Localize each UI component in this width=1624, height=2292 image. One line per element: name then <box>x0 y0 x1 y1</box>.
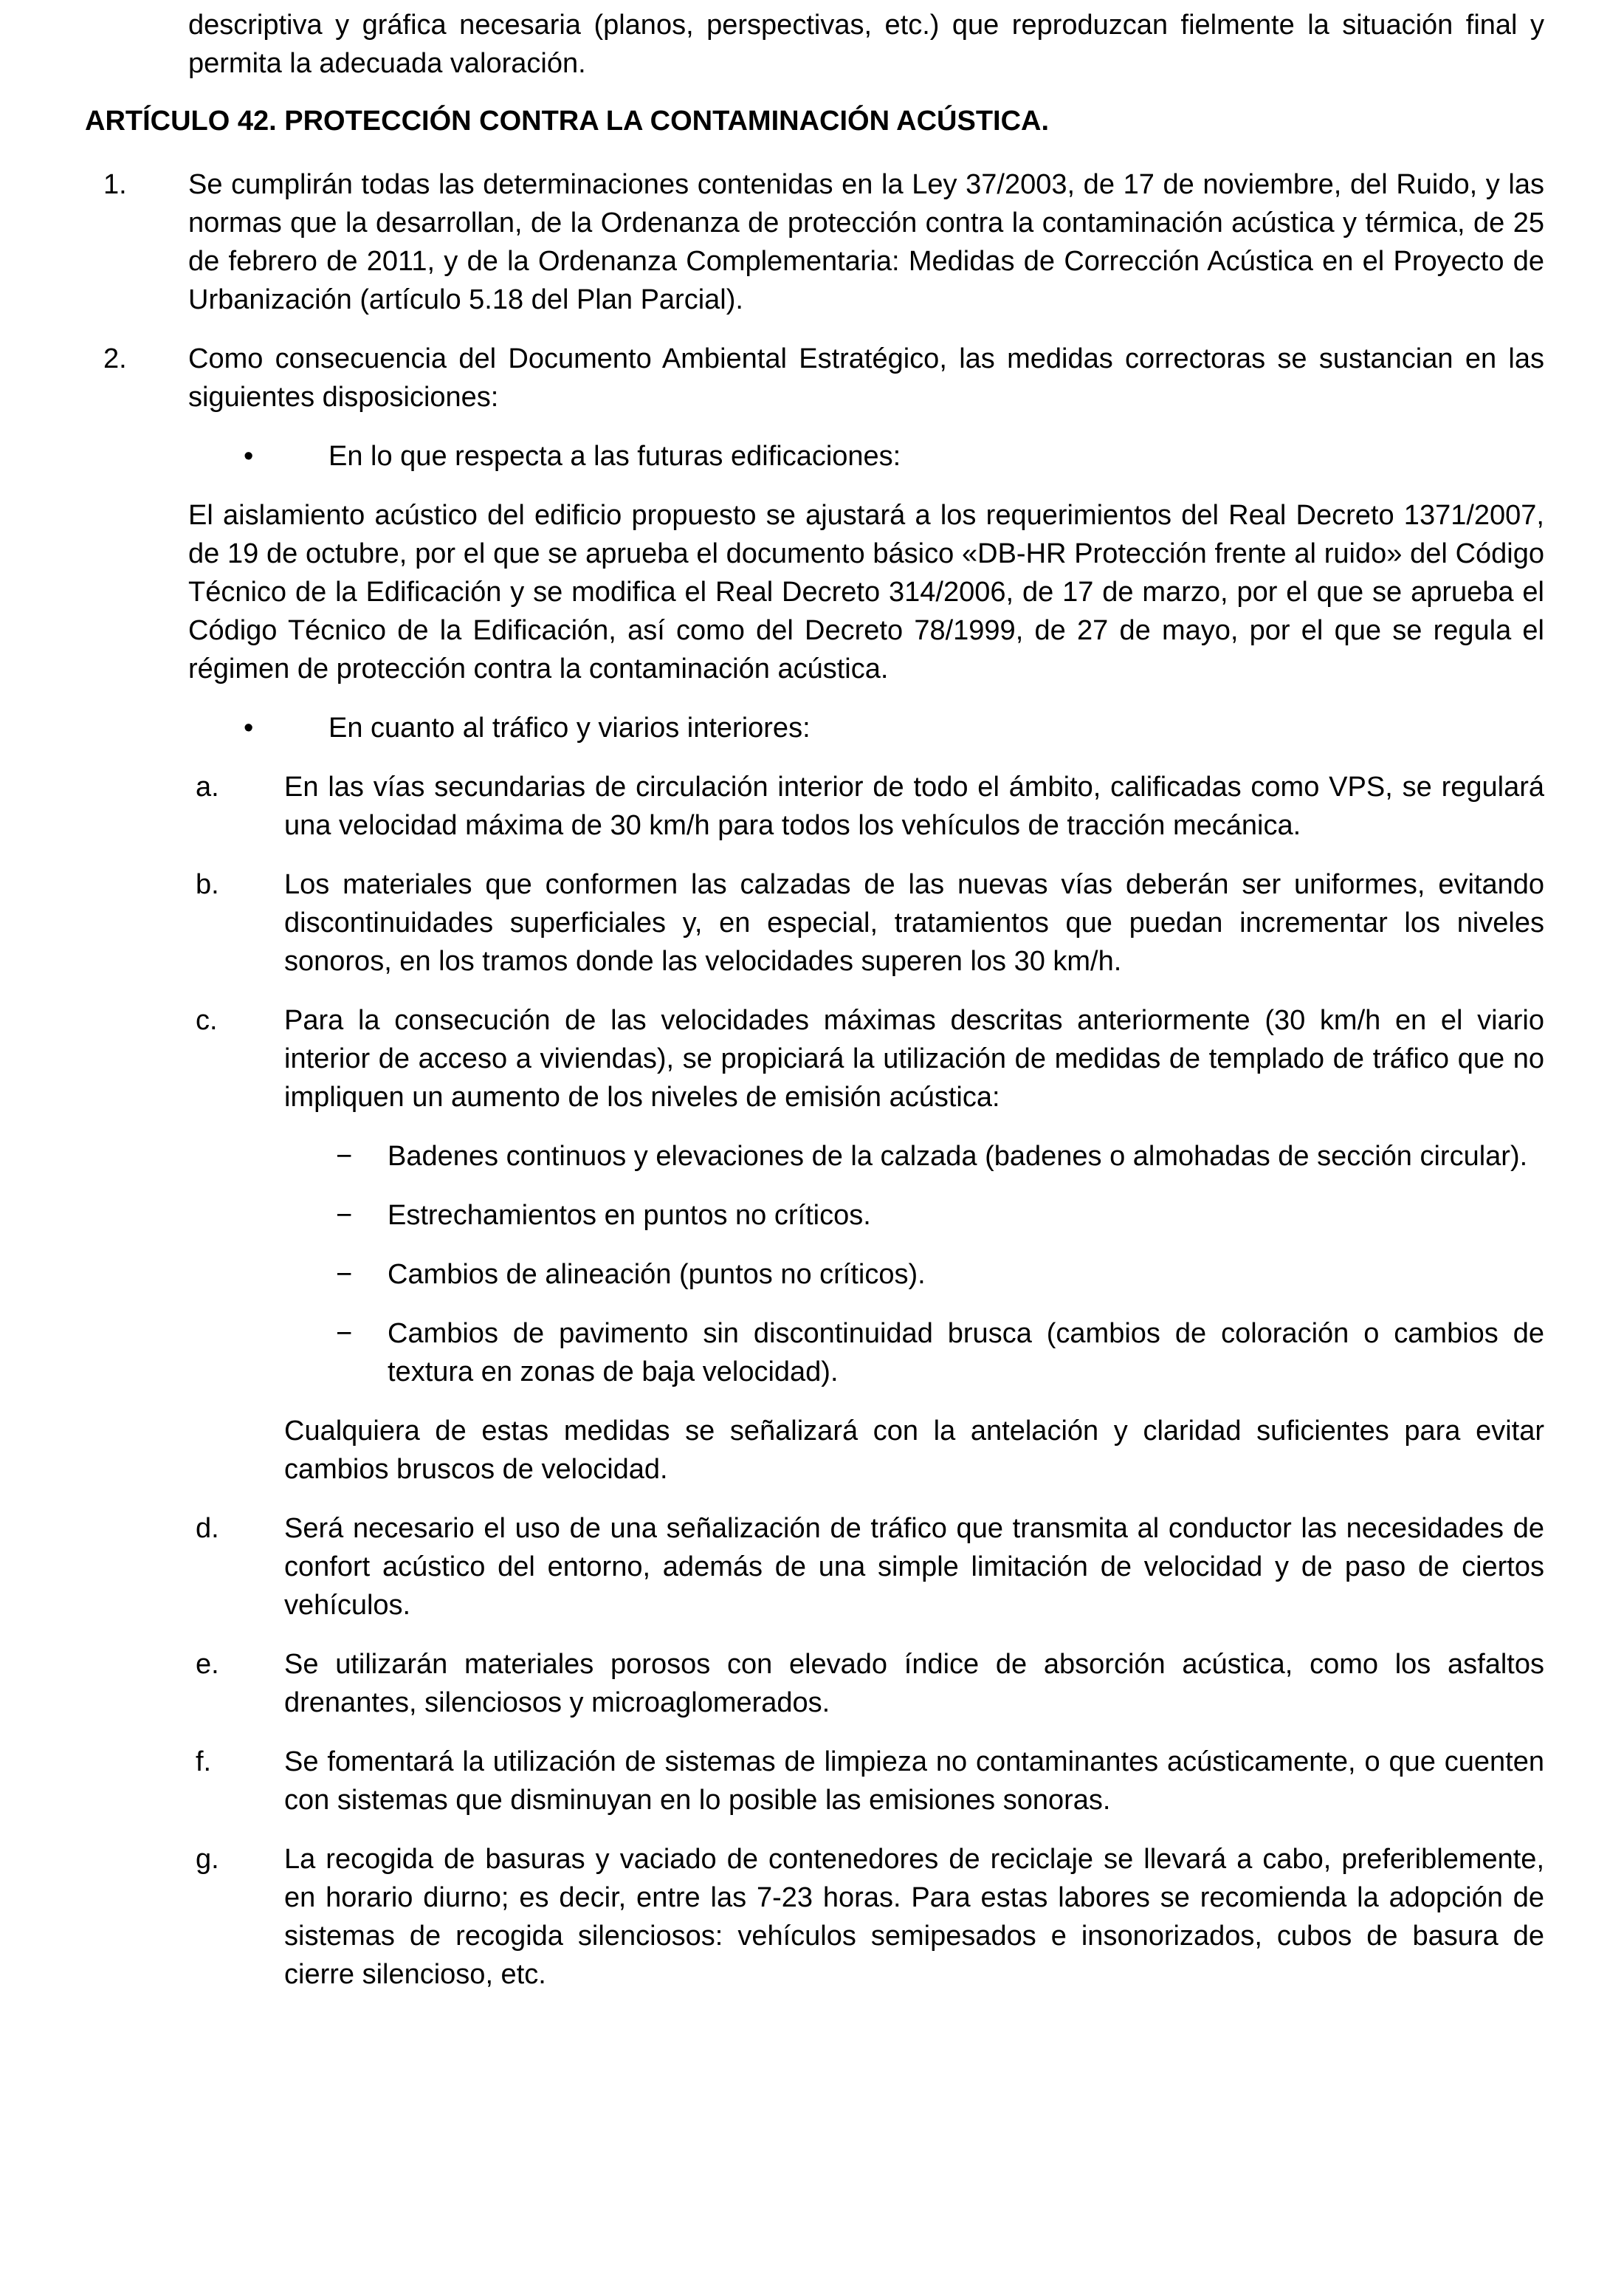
item-text: En las vías secundarias de circulación interior de todo el ámbito, calificadas como VPS, se regulará una velocidad máxima de 30 km/h para todos los vehículos de tracción mecánica. <box>284 772 1544 841</box>
lettered-item-g <box>85 1840 1544 1994</box>
continuation-paragraph: descriptiva y gráfica necesaria (planos, perspectivas, etc.) que reproduzcan fielmente la situación final y permita la adecuada valoración. <box>188 10 1544 79</box>
item-text: Como consecuencia del Documento Ambiental Estratégico, las medidas correctoras se sustancian en las siguientes disposiciones: <box>188 343 1544 413</box>
item-letter: a. <box>196 772 219 803</box>
dash-item-alineacion <box>85 1255 1544 1294</box>
numbered-item-1 <box>85 165 1544 319</box>
lettered-item-d <box>85 1509 1544 1624</box>
item-text: Los materiales que conformen las calzadas de las nuevas vías deberán ser uniformes, evitando discontinuidades superficiales y, en especial, tratamientos que puedan incrementar los niveles sonoros, en los tramos donde las velocidades superen los 30 km/h. <box>284 869 1544 977</box>
dash-marker: − <box>336 1318 353 1349</box>
item-letter: e. <box>196 1649 219 1680</box>
dash-marker: − <box>336 1141 353 1172</box>
item-letter: b. <box>196 869 219 900</box>
item-letter: c. <box>196 1005 218 1036</box>
dash-text: Cambios de pavimento sin discontinuidad brusca (cambios de coloración o cambios de textura en zonas de baja velocidad). <box>388 1318 1544 1387</box>
dash-text: Cambios de alineación (puntos no críticos). <box>388 1259 926 1290</box>
bullet-text: En cuanto al tráfico y viarios interiores: <box>328 713 811 744</box>
paragraph-aislamiento: El aislamiento acústico del edificio propuesto se ajustará a los requerimientos del Real Decreto 1371/2007, de 19 de octubre, por el que se aprueba el documento básico «DB-HR Protección frente al ruido» del Código Técnico de la Edificación y se modifica el Real Decreto 314/2006, de 17 de marzo, por el que se aprueba el Código Técnico de la Edificación, así como del Decreto 78/1999, de 27 de mayo, por el que se regula el régimen de protección contra la contaminación acústica. <box>188 500 1544 684</box>
lettered-item-c <box>85 1001 1544 1116</box>
dash-text: Badenes continuos y elevaciones de la calzada (badenes o almohadas de sección circular). <box>388 1141 1528 1172</box>
article-heading: ARTÍCULO 42. PROTECCIÓN CONTRA LA CONTAMINACIÓN ACÚSTICA. <box>85 106 1050 137</box>
dash-item-pavimento <box>85 1314 1544 1391</box>
lettered-item-f <box>85 1743 1544 1819</box>
item-text: Para la consecución de las velocidades máximas descritas anteriormente (30 km/h en el viario interior de acceso a viviendas), se propiciará la utilización de medidas de templado de tráfico que no impliquen un aumento de los niveles de emisión acústica: <box>284 1005 1544 1113</box>
bullet-marker: • <box>244 713 254 744</box>
lettered-item-a <box>85 768 1544 845</box>
dash-text: Estrechamientos en puntos no críticos. <box>388 1200 871 1231</box>
item-letter: f. <box>196 1746 212 1777</box>
bullet-item-trafico <box>85 709 1544 747</box>
item-number: 1. <box>103 169 127 200</box>
item-text: Se cumplirán todas las determinaciones contenidas en la Ley 37/2003, de 17 de noviembre, del Ruido, y las normas que la desarrollan, de la Ordenanza de protección contra la contaminación acústica y térmica, de 25 de febrero de 2011, y de la Ordenanza Complementaria: Medidas de Corrección Acústica en el Proyecto de Urbanización (artículo 5.18 del Plan Parcial). <box>188 169 1544 315</box>
dash-marker: − <box>336 1259 353 1290</box>
bullet-text: En lo que respecta a las futuras edificaciones: <box>328 441 901 472</box>
item-text: Se fomentará la utilización de sistemas de limpieza no contaminantes acústicamente, o que cuenten con sistemas que disminuyan en lo posible las emisiones sonoras. <box>284 1746 1544 1816</box>
paragraph-senalizacion: Cualquiera de estas medidas se señalizará con la antelación y claridad suficientes para evitar cambios bruscos de velocidad. <box>284 1416 1544 1485</box>
bullet-item-edificaciones <box>85 437 1544 476</box>
item-text: Será necesario el uso de una señalización de tráfico que transmita al conductor las necesidades de confort acústico del entorno, además de una simple limitación de velocidad y de paso de ciertos vehículos. <box>284 1513 1544 1621</box>
item-letter: g. <box>196 1844 219 1875</box>
item-number: 2. <box>103 343 127 374</box>
item-text: La recogida de basuras y vaciado de contenedores de reciclaje se llevará a cabo, preferiblemente, en horario diurno; es decir, entre las 7-23 horas. Para estas labores se recomienda la adopción de sistemas de recogida silenciosos: vehículos semipesados e insonorizados, cubos de basura de cierre silencioso, etc. <box>284 1844 1544 1990</box>
dash-marker: − <box>336 1200 353 1231</box>
bullet-marker: • <box>244 441 254 472</box>
lettered-item-e <box>85 1645 1544 1722</box>
numbered-item-2 <box>85 340 1544 416</box>
dash-item-estrechamientos <box>85 1196 1544 1235</box>
dash-item-badenes <box>85 1137 1544 1176</box>
item-letter: d. <box>196 1513 219 1544</box>
lettered-item-b <box>85 865 1544 981</box>
item-text: Se utilizarán materiales porosos con elevado índice de absorción acústica, como los asfaltos drenantes, silenciosos y microaglomerados. <box>284 1649 1544 1718</box>
